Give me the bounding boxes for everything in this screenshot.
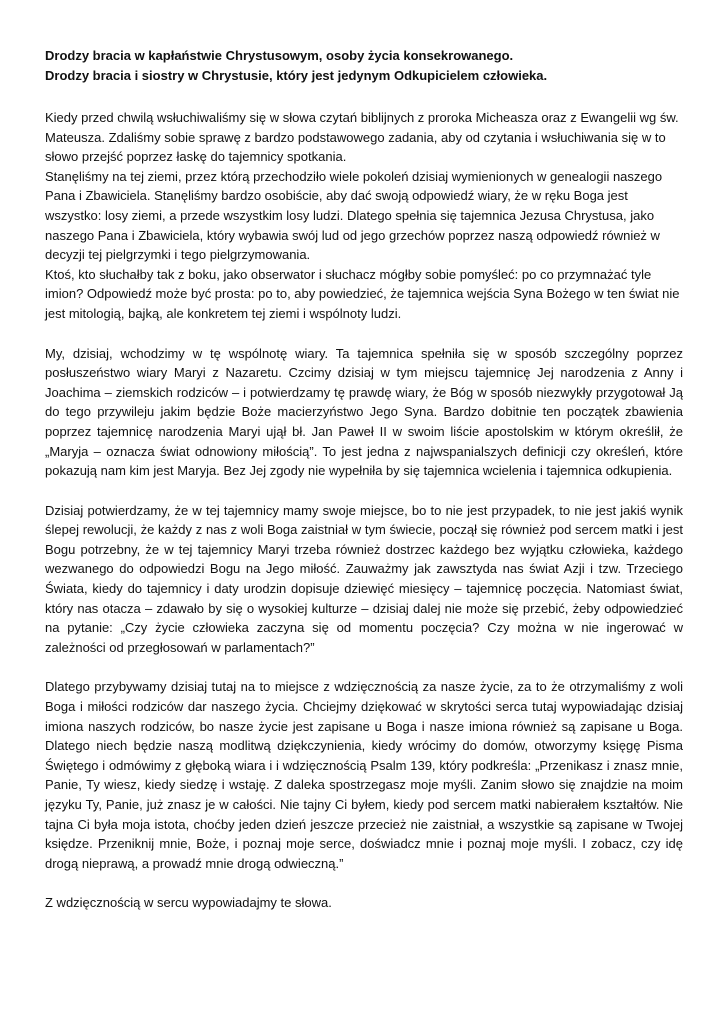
paragraph-potwierdzamy: Dzisiaj potwierdzamy, że w tej tajemnicy mamy swoje miejsce, bo to nie jest przypadek, to nie jest jakiś wynik ślepej rewolucji, że każdy z nas z woli Boga zaistniał w tym świecie, począł się również pod sercem matki i jest Bogu potrzebny, że w tej tajemnicy Maryi trzeba również dostrzec każdego bez wyjątku człowieka, każdego wezwanego do odpowiedzi Bogu na Jego miłość. Zauważmy jak zawsztyda nas świat Azji i tzw. Trzeciego Świata, kiedy do tajemnicy i daty urodzin dopisuje dziewięć miesięcy – tajemnicę poczęcia. Natomiast świat, który nas otacza – zdawało by się o wysokiej kulturze – dzisiaj dalej nie może się przebić, żeby odpowiedzieć na pytanie: „Czy życie człowieka zaczyna się od momentu poczęcia? Czy można w nie ingerować w zależności od przegłosowań w parlamentach?” <box>45 502 683 655</box>
paragraph-ktos: Ktoś, kto słuchałby tak z boku, jako obserwator i słuchacz mógłby sobie pomyśleć: po co przymnażać tyle imion? Odpowiedź może być prosta: po to, aby powiedzieć, że tajemnica wejścia Syna Bożego w ten świat nie jest mitologią, bajką, ale konkretem tej ziemi i wspólnoty ludzi. <box>45 266 680 321</box>
greeting-line-1: Drodzy bracia w kapłaństwie Chrystusowym, osoby życia konsekrowanego. <box>45 48 514 63</box>
paragraph-psalm: Dlatego przybywamy dzisiaj tutaj na to miejsce z wdzięcznością za nasze życie, za to że otrzymaliśmy z woli Boga i miłości rodziców dar naszego życia. Chciejmy dziękować w skrytości serca tutaj wypowiadając dzisiaj imiona naszych rodziców, bo nasze życie jest zapisane u Boga i nasze imiona również są zapisane u Boga. Dlatego niech będzie naszą modlitwą dziękczynienia, kiedy wrócimy do domów, otworzymy księgę Pisma Świętego i odmówimy z głęboką wiara i i wdzięcznością Psalm 139, który podkreśla: „Przenikasz i znasz mnie, Panie, Ty wiesz, kiedy siedzę i wstaję. Z daleka spostrzegasz moje myśli. Zanim słowo się znajdzie na moim języku Ty, Panie, już znasz je w całości. Nie tajny Ci byłem, kiedy pod sercem matki nabierałem kształtów. Nie tajna Ci była moja istota, choćby jeden dzień jeszcze przecież nie zaistniał, a wszystkie są zapisane w Twojej księdze. Przeniknij mnie, Boże, i poznaj moje serce, doświadcz mnie i poznaj moje myśli. I zobacz, czy idę drogą nieprawą, a prowadź mnie drogą odwieczną.” <box>45 679 683 871</box>
paragraph-closing: Z wdzięcznością w sercu wypowiadajmy te słowa. <box>45 895 332 911</box>
greeting-line-2: Drodzy bracia i siostry w Chrystusie, który jest jedynym Odkupicielem człowieka. <box>45 68 548 83</box>
paragraph-intro: Kiedy przed chwilą wsłuchiwaliśmy się w słowa czytań biblijnych z proroka Micheasza oraz z Ewangelii wg św. Mateusza. Zdaliśmy sobie sprawę z bardzo podstawowego zadania, aby od czytania i wsłuchiwania się w to słowo przejść poprzez łaskę do tajemnicy spotkania. <box>45 110 679 165</box>
document-page <box>45 46 683 913</box>
paragraph-stanelismy: Stanęliśmy na tej ziemi, przez którą przechodziło wiele pokoleń dzisiaj wymienionych w genealogii naszego Pana i Zbawiciela. Stanęliśmy bardzo osobiście, aby dać swoją odpowiedź wiary, że w ręku Boga jest wszystko: losy ziemi, a przede wszystkim losy ludzi. Dlatego spełnia się tajemnica Jezusa Chrystusa, jako naszego Pana i Zbawiciela, który wybawia swój lud od jego grzechów poprzez naszą odpowiedź również w decyzji tej pielgrzymki i tego pielgrzymowania. <box>45 168 663 263</box>
paragraph-maryja: My, dzisiaj, wchodzimy w tę wspólnotę wiary. Ta tajemnica spełniła się w sposób szczególny poprzez posłuszeństwo wiary Maryi z Nazaretu. Czcimy dzisiaj w tym miejscu tajemnicę Jej narodzenia z Anny i Joachima – ziemskich rodziców – i potwierdzamy tę prawdę wiary, że Bóg w sposób niezwykły przygotował Ją do tego przywileju jakim będzie Boże macierzyństwo Jego Syna. Bardzo dobitnie ten początek zbawienia poprzez tajemnicę narodzenia Maryi ujął bł. Jan Paweł II w swoim liście apostolskim w którym określił, że „Maryja – oznacza świat odnowiony miłością”. To jest jedna z najwspanialszych definicji czy określeń, które pokazują nam kim jest Maryja. Bez Jej zgody nie wypełniła by się tajemnica wcielenia i tajemnica odkupienia. <box>45 345 683 479</box>
